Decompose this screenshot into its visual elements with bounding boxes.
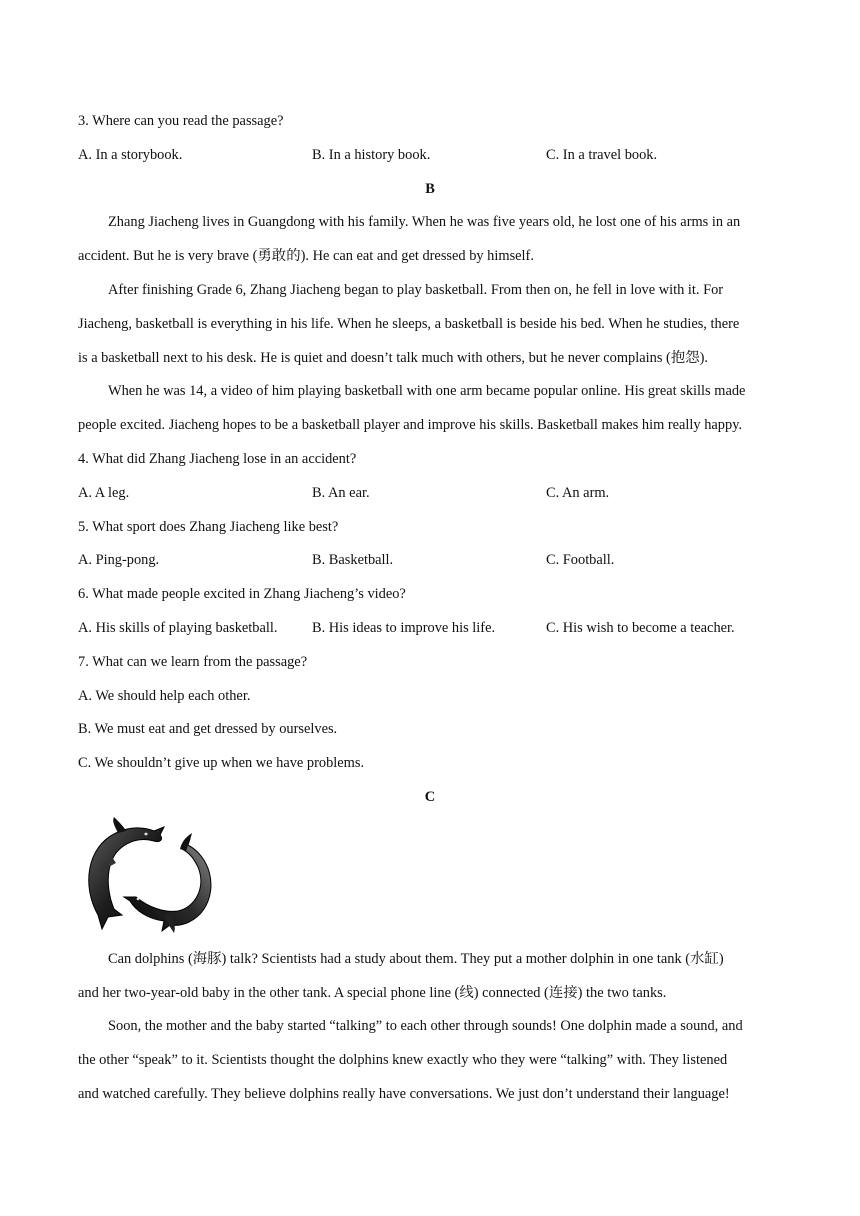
question-5: 5. What sport does Zhang Jiacheng like best? — [78, 518, 339, 535]
option-c: C. Football. — [546, 552, 615, 569]
paragraph-line: and her two-year-old baby in the other tank. A special phone line (线) connected (连接) the two tanks. — [78, 984, 667, 1001]
option-b: B. In a history book. — [312, 146, 431, 163]
dolphins-illustration — [78, 815, 782, 943]
section-c-paragraph-1 — [78, 943, 782, 1011]
question-6: 6. What made people excited in Zhang Jiacheng’s video? — [78, 586, 406, 603]
option-a: A. In a storybook. — [78, 146, 183, 163]
section-b-heading: B — [425, 180, 435, 197]
paragraph-line: After finishing Grade 6, Zhang Jiacheng began to play basketball. From then on, he fell in love with it. For — [108, 281, 724, 298]
paragraph-line: is a basketball next to his desk. He is quiet and doesn’t talk much with others, but he never complains (抱怨). — [78, 349, 708, 366]
question-5-options — [78, 544, 782, 578]
option-a: A. His skills of playing basketball. — [78, 619, 278, 636]
section-b-paragraph-3 — [78, 375, 782, 443]
question-4: 4. What did Zhang Jiacheng lose in an accident? — [78, 450, 357, 467]
dolphins-icon — [78, 817, 220, 937]
section-b-paragraph-1 — [78, 206, 782, 274]
option-b: B. An ear. — [312, 484, 370, 501]
paragraph-line: the other “speak” to it. Scientists thought the dolphins knew exactly who they were “talking” with. They listened — [78, 1052, 728, 1069]
section-b-paragraph-2 — [78, 274, 782, 375]
option-b: B. Basketball. — [312, 552, 394, 569]
paragraph-line: Can dolphins (海豚) talk? Scientists had a study about them. They put a mother dolphin in one tank (水缸) — [108, 950, 724, 967]
question-6-options — [78, 612, 782, 646]
paragraph-line: Jiacheng, basketball is everything in his life. When he sleeps, a basketball is beside his bed. When he studies, there — [78, 315, 740, 332]
question-7: 7. What can we learn from the passage? — [78, 653, 308, 670]
option-c: C. In a travel book. — [546, 146, 658, 163]
option-c: C. An arm. — [546, 484, 610, 501]
option-a: A. Ping-pong. — [78, 552, 160, 569]
paragraph-line: and watched carefully. They believe dolphins really have conversations. We just don’t understand their language! — [78, 1085, 730, 1102]
option-c: C. His wish to become a teacher. — [546, 619, 735, 636]
paragraph-line: Soon, the mother and the baby started “talking” to each other through sounds! One dolphin made a sound, and — [108, 1018, 743, 1035]
option-a: A. A leg. — [78, 484, 130, 501]
option-b: B. We must eat and get dressed by ourselves. — [78, 721, 338, 738]
question-3-options — [78, 139, 782, 173]
option-b: B. His ideas to improve his life. — [312, 619, 496, 636]
option-a: A. We should help each other. — [78, 687, 251, 704]
document-page — [78, 105, 782, 1112]
question-4-options — [78, 477, 782, 511]
question-3: 3. Where can you read the passage? — [78, 113, 284, 129]
option-c: C. We shouldn’t give up when we have problems. — [78, 755, 365, 772]
paragraph-line: Zhang Jiacheng lives in Guangdong with his family. When he was five years old, he lost one of his arms in an — [108, 214, 741, 231]
section-c-paragraph-2 — [78, 1010, 782, 1111]
paragraph-line: When he was 14, a video of him playing basketball with one arm became popular online. His great skills made — [108, 383, 746, 400]
paragraph-line: people excited. Jiacheng hopes to be a basketball player and improve his skills. Basketball makes him really happy. — [78, 417, 743, 434]
section-c-heading: C — [424, 788, 436, 805]
paragraph-line: accident. But he is very brave (勇敢的). He can eat and get dressed by himself. — [78, 248, 534, 265]
